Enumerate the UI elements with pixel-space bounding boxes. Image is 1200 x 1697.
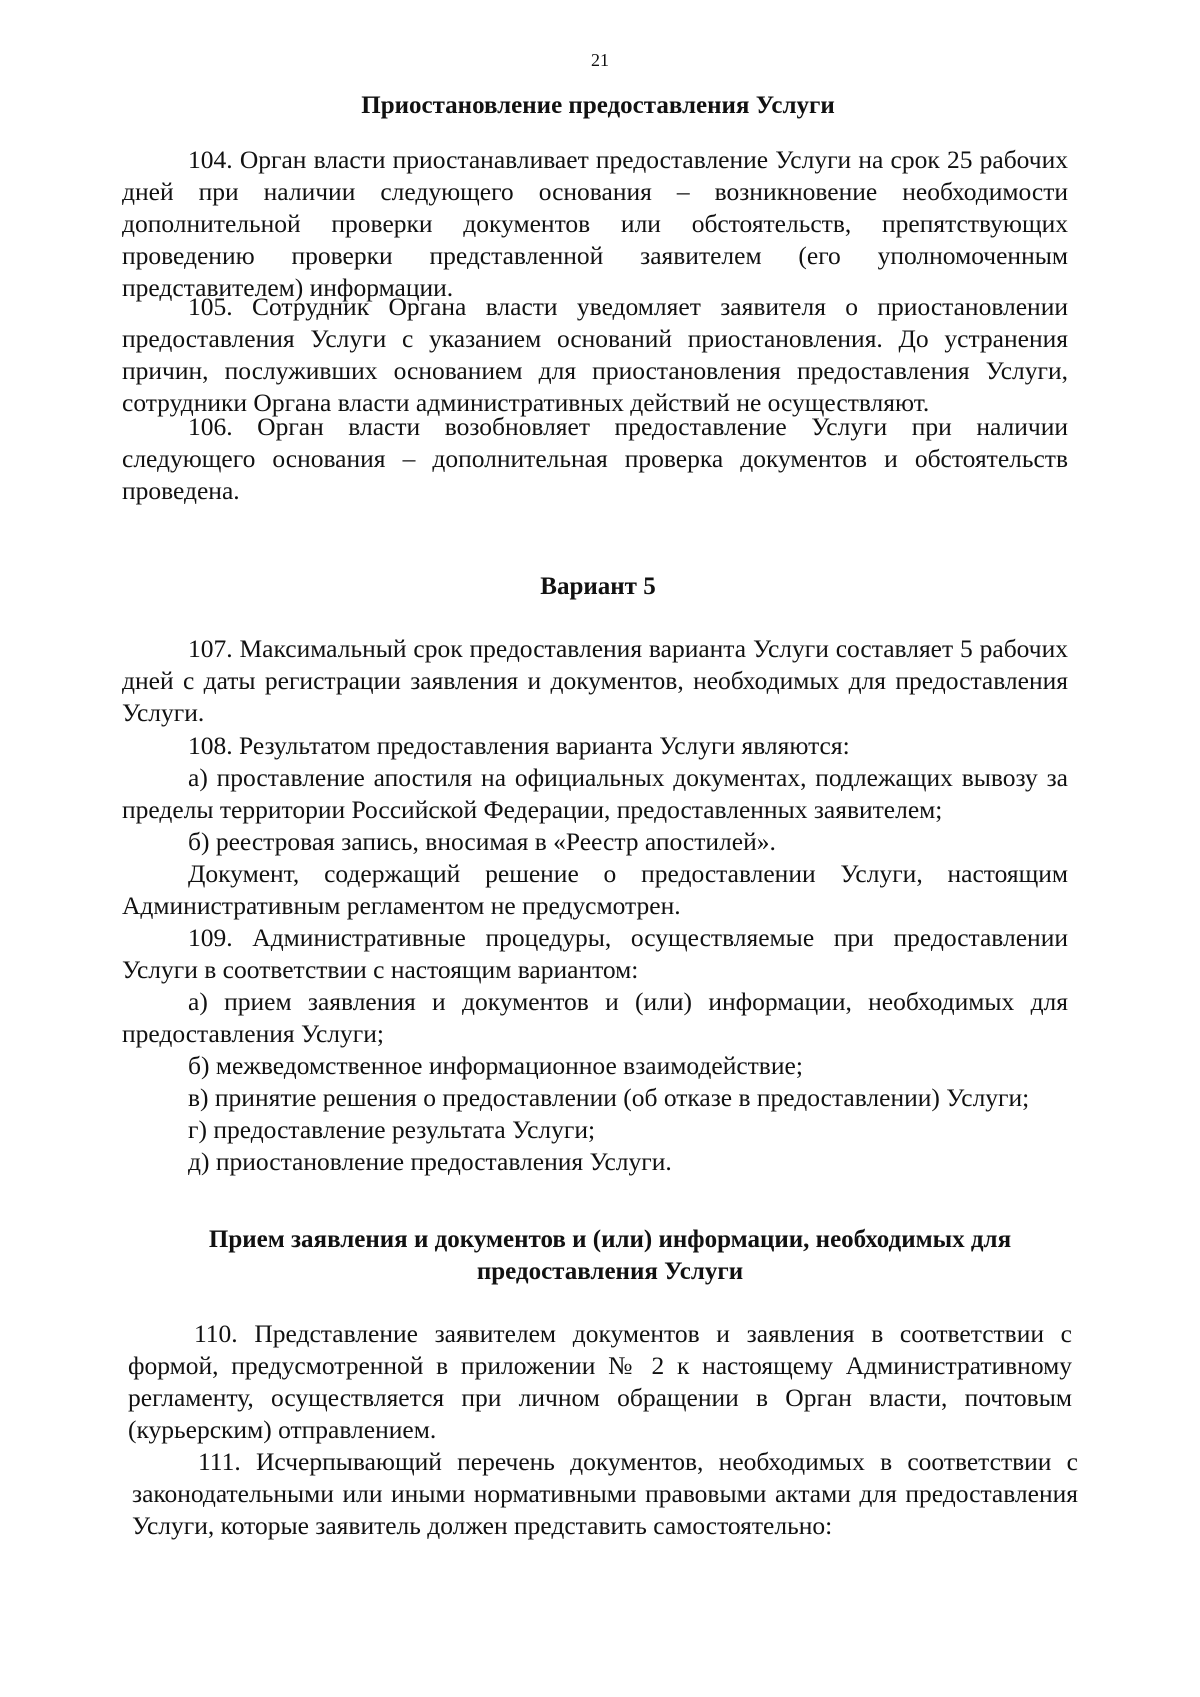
paragraph-109-g: г) предоставление результата Услуги; — [188, 1115, 596, 1144]
page-number: 21 — [591, 50, 609, 70]
paragraph-109: 109. Административные процедуры, осуществляемые при предоставлении Услуги в соответствии с настоящим вариантом: — [122, 923, 1068, 984]
paragraph-104: 104. Орган власти приостанавливает предоставление Услуги на срок 25 рабочих дней при наличии следующего основания – возникновение необходимости дополнительной проверки документов или обстоятельств, препятствующих проведению проверки представленной заявителем (его уполномоченным представителем) информации. — [122, 145, 1068, 302]
section-heading-application-intake: Прием заявления и документов и (или) информации, необходимых для предоставления Услуги — [208, 1226, 1012, 1285]
paragraph-108: 108. Результатом предоставления варианта Услуги являются: — [188, 731, 850, 760]
section-heading-variant-5: Вариант 5 — [540, 573, 656, 600]
paragraph-111: 111. Исчерпывающий перечень документов, необходимых в соответствии с законодательными или иными нормативными правовыми актами для предоставления Услуги, которые заявитель должен представить самостоятельно: — [132, 1447, 1078, 1540]
paragraph-108-b: б) реестровая запись, вносимая в «Реестр апостилей». — [188, 827, 776, 856]
paragraph-109-v: в) принятие решения о предоставлении (об отказе в предоставлении) Услуги; — [188, 1083, 1030, 1112]
paragraph-107: 107. Максимальный срок предоставления варианта Услуги составляет 5 рабочих дней с даты регистрации заявления и документов, необходимых для предоставления Услуги. — [122, 634, 1068, 727]
paragraph-109-d: д) приостановление предоставления Услуги. — [188, 1147, 672, 1176]
paragraph-109-b: б) межведомственное информационное взаимодействие; — [188, 1051, 803, 1080]
paragraph-105: 105. Сотрудник Органа власти уведомляет заявителя о приостановлении предоставления Услуги с указанием оснований приостановления. До устранения причин, послуживших основанием для приостановления предоставления Услуги, сотрудники Органа власти административных действий не осуществляют. — [122, 292, 1068, 417]
paragraph-110: 110. Представление заявителем документов и заявления в соответствии с формой, предусмотренной в приложении № 2 к настоящему Административному регламенту, осуществляется при личном обращении в Орган власти, почтовым (курьерским) отправлением. — [128, 1319, 1072, 1444]
paragraph-108-a: а) проставление апостиля на официальных документах, подлежащих вывозу за пределы территории Российской Федерации, предоставленных заявителем; — [122, 763, 1068, 824]
paragraph-109-a: а) прием заявления и документов и (или) информации, необходимых для предоставления Услуги; — [122, 987, 1068, 1048]
paragraph-108-note: Документ, содержащий решение о предоставлении Услуги, настоящим Административным регламентом не предусмотрен. — [122, 859, 1068, 920]
paragraph-106: 106. Орган власти возобновляет предоставление Услуги при наличии следующего основания – дополнительная проверка документов и обстоятельств проведена. — [122, 412, 1068, 505]
section-heading-suspension: Приостановление предоставления Услуги — [361, 92, 835, 119]
